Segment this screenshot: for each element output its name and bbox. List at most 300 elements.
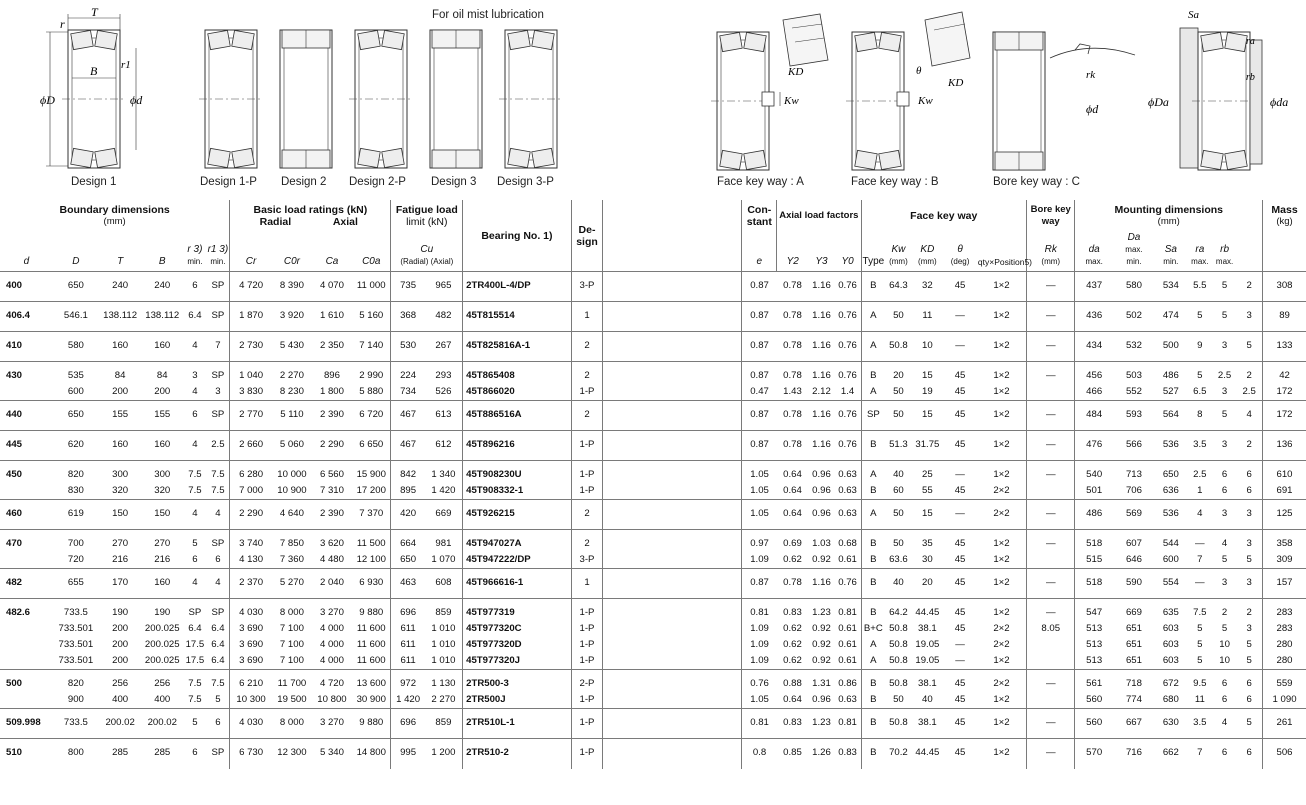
cell-value: — [1045,310,1056,321]
cell [777,500,809,530]
cell-value: 1-P [579,694,595,705]
cell [885,302,911,332]
blank-cell [603,530,742,569]
blank-cell [603,500,742,530]
cell-value: 1-P [579,747,595,758]
cell [207,431,230,461]
cell-value: 1.23 [812,717,831,728]
cell-value: 150 [154,508,171,519]
cell-value: 1.09 [750,554,769,565]
cell-value: 138.112 [103,310,138,321]
hdr-constant: Con- stant [742,200,777,232]
cell-value: 285 [154,747,171,758]
cell [391,431,425,461]
cell-value: 4 [1221,538,1228,549]
cell-value: 4 [1221,717,1228,728]
cell-value: 3 [192,370,198,381]
cell [1236,569,1262,599]
col-rk: Rk (mm) [1027,232,1075,272]
cell-value: 6.4 [211,639,225,650]
cell [141,569,183,599]
cell-value: 1-P [579,623,595,634]
cell-value: 896 [323,370,340,381]
cell-value: 11 [922,310,933,321]
cell-value: 136 [1276,439,1293,450]
cell-value: 7 370 [359,508,384,519]
cell [861,670,885,709]
cell-value: 569 [1125,508,1142,519]
cell-value: 1-P [579,485,595,496]
cell-value: 50 [893,409,904,420]
cell [183,569,206,599]
cell-value: 4 000 [319,655,344,666]
cell-value: 0.78 [783,577,802,588]
cell-value: 3 690 [239,655,264,666]
cell-value: — [955,340,965,351]
cell-value: 820 [67,678,84,689]
cell [777,670,809,709]
cell [1113,431,1155,461]
cell-value: 17.5 [185,655,205,666]
col-C0r: C0r [283,256,300,267]
cell [141,362,183,401]
cell [312,530,352,569]
cell [1027,569,1075,599]
cell-value: 155 [112,409,129,420]
cell-value: 506 [1276,747,1293,758]
cell-value: 8 [1197,409,1203,420]
cell [99,670,141,709]
cell [272,332,312,362]
cell [1187,500,1213,530]
bearing-design-drawings [0,0,1306,200]
cell [183,530,206,569]
cell [571,569,603,599]
cell-value: 842 [400,469,417,480]
cell-value: 45T977320J [466,655,521,666]
cell-value: 0.76 [838,310,857,321]
cell [1075,599,1113,670]
cell-value: 2 290 [239,508,264,519]
cell [391,332,425,362]
cell [183,461,206,500]
cell-value: 160 [154,340,171,351]
col-rb: rb max. [1215,244,1234,266]
cell-value: 63.6 [889,554,908,565]
cell-value: 502 [1125,310,1142,321]
cell [912,530,944,569]
cell-value: B [870,678,877,689]
cell [571,500,603,530]
cell [977,332,1027,362]
cell-value: 7 [1197,747,1203,758]
cell-value: 133 [1276,340,1293,351]
cell-value: 536 [1162,508,1179,519]
cell-value: 6 [192,747,198,758]
cell [977,569,1027,599]
cell-value: — [1045,370,1056,381]
cell-value: 10 000 [277,469,307,480]
cell-value: 1×2 [993,386,1010,397]
cell [943,332,977,362]
cell-value: 1.4 [840,386,855,397]
cell-value: 70.2 [889,747,908,758]
cell [742,670,777,709]
cell [391,500,425,530]
col-r1: r1 3) min. [207,244,229,266]
cell-value: 7 100 [279,655,304,666]
cell-value: 600 [1162,554,1179,565]
cell [861,401,885,431]
cell-value: 5 160 [359,310,384,321]
cell-value: 570 [1086,747,1103,758]
cell-value: 1 010 [431,655,456,666]
cell [99,461,141,500]
cell [835,362,861,401]
cell-value: 1.31 [812,678,831,689]
cell [141,709,183,739]
col-kd: KD (mm) [918,244,937,266]
cell [912,401,944,431]
cell [777,709,809,739]
cell-value: 256 [154,678,171,689]
cell [230,569,272,599]
cell [230,401,272,431]
cell-value: 172 [1276,409,1293,420]
cell-value: 0.63 [838,469,857,480]
col-r: r 3) min. [187,244,203,266]
bore-diameter: 460 [0,500,53,530]
table-row [0,500,1306,530]
cell [808,272,834,302]
cell-value: 4 720 [319,678,344,689]
cell [1155,461,1187,500]
col-T: T [117,256,124,267]
cell [571,739,603,769]
cell-value: 0.87 [750,409,769,420]
blank-cell [603,401,742,431]
cell-value: 2 730 [239,340,264,351]
cell-value: 611 [400,639,416,650]
cell [742,431,777,461]
cell-value: 125 [1276,508,1293,519]
cell [977,530,1027,569]
cell-value: 1-P [579,386,595,397]
cell-value: 0.62 [783,623,802,634]
cell-value: 1 420 [396,694,421,705]
cell-value: 552 [1125,386,1142,397]
cell-value: 696 [400,717,417,728]
cell-value: 45 [954,439,966,450]
cell-value: 651 [1125,623,1142,634]
cell-value: 1-P [579,607,595,618]
cell-value: 2.5 [211,439,225,450]
cell [183,670,206,709]
cell-value: 4 [1197,508,1203,519]
cell-value: B [870,538,877,549]
cell [861,332,885,362]
cell-value: 3 620 [319,538,344,549]
cell-value: — [955,655,965,666]
cell [1027,401,1075,431]
cell-value: 7 850 [279,538,304,549]
cell-value: 42 [1279,370,1290,381]
cell-value: 19 [922,386,933,397]
blank-cell [603,332,742,362]
cell-value: 735 [400,280,417,291]
cell-value: 2 370 [239,577,264,588]
cell-value: 607 [1125,538,1142,549]
cell-value: 320 [112,485,129,496]
cell [230,670,272,709]
cell-value: 526 [435,386,452,397]
bore-diameter: 430 [0,362,53,401]
cell [207,599,230,670]
cell-value: 320 [154,485,171,496]
cell [1263,362,1306,401]
cell [425,431,463,461]
cell [272,670,312,709]
cell [912,739,944,769]
cell-value: 6 [192,280,198,291]
cell-value: 5 [1221,280,1228,291]
cell-value: 0.83 [783,607,802,618]
cell-value: 0.76 [838,280,857,291]
cell-value: 1.03 [812,538,831,549]
cell [912,569,944,599]
cell [1113,500,1155,530]
cell-value: 0.76 [838,577,857,588]
cell [571,401,603,431]
cell [425,500,463,530]
cell-value: 5 [1246,340,1252,351]
cell-value: 400 [112,694,129,705]
cell [425,739,463,769]
cell-value: 1 [584,310,590,321]
bore-diameter: 509.998 [0,709,53,739]
cell [912,332,944,362]
cell [183,709,206,739]
cell [1075,569,1113,599]
cell [141,599,183,670]
cell [1155,530,1187,569]
cell [943,530,977,569]
cell-value: 256 [112,678,129,689]
cell [943,569,977,599]
cell-value: 6 [1221,694,1228,705]
cell-value: 5 [1221,409,1228,420]
cell-value: 2 350 [319,340,344,351]
cell [1155,362,1187,401]
cell-value: 1 420 [431,485,456,496]
cell [1187,739,1213,769]
cell-value: 50 [893,310,904,321]
cell-value: 19 500 [277,694,307,705]
cell [1075,362,1113,401]
cell-value: 14 800 [356,747,386,758]
cell [777,272,809,302]
cell-value: 1×2 [993,717,1010,728]
cell-value: 285 [112,747,129,758]
cell-value: 5 [215,694,221,705]
cell [207,569,230,599]
cell [742,362,777,401]
cell-value: 38.1 [918,623,937,634]
cell-value: 1-P [579,655,595,666]
bore-diameter: 440 [0,401,53,431]
cell [207,362,230,401]
cell-value: 3 [215,386,221,397]
cell [53,272,99,302]
cell-value: 1×2 [993,370,1010,381]
cell-value: 267 [435,340,452,351]
cell-value: 1 [1197,485,1203,496]
cell [230,739,272,769]
cell-value: 1×2 [993,554,1010,565]
cell [183,431,206,461]
cell-value: 4 [192,386,198,397]
cell-value: 40 [893,577,904,588]
cell-value: 45T947222/DP [466,554,531,565]
cell [742,739,777,769]
cell [742,569,777,599]
cell-value: 650 [400,554,417,565]
cell-value: — [1045,717,1056,728]
cell [885,739,911,769]
cell-value: 60 [893,485,904,496]
cell-value: 32 [922,280,933,291]
cell [272,431,312,461]
cell-value: 45T825816A-1 [466,340,531,351]
cell [777,739,809,769]
col-D: D [72,256,80,267]
cell [861,599,885,670]
cell-value: 261 [1276,717,1293,728]
cell-value: 5 [1246,655,1252,666]
cell-value: 734 [400,386,417,397]
cell-value: 170 [112,577,129,588]
cell-value: 6 930 [359,577,384,588]
cell-value: 534 [1162,280,1179,291]
cell-value: 651 [1125,655,1142,666]
cell [977,500,1027,530]
bore-diameter: 482 [0,569,53,599]
cell [1027,709,1075,739]
svg-text:ϕD: ϕD [40,93,55,107]
cell-value: — [955,639,965,650]
cell-value: 0.92 [812,554,831,565]
cell-value: 467 [400,439,417,450]
cell-value: 280 [1276,655,1293,666]
cell [1236,401,1262,431]
col-d: d [23,256,30,267]
cell-value: 7 [1197,554,1203,565]
cell-value: 12 100 [356,554,386,565]
table-row [0,362,1306,401]
cell-value: 2.5 [1217,370,1232,381]
cell-value: 434 [1086,340,1103,351]
cell-value: 603 [1162,655,1179,666]
cell-value: 160 [112,340,129,351]
cell [977,362,1027,401]
cell [1263,332,1306,362]
cell [1075,709,1113,739]
cell [1075,431,1113,461]
cell [1213,302,1236,332]
cell-value: 4 000 [319,623,344,634]
cell [272,569,312,599]
cell-value: 5 [1197,639,1203,650]
svg-text:ϕDa: ϕDa [1148,95,1169,109]
cell-value: 564 [1162,409,1179,420]
cell [425,362,463,401]
cell-value: 4 130 [239,554,264,565]
cell-value: 3 [1246,538,1252,549]
cell [1075,670,1113,709]
cell-value: 2×2 [993,678,1010,689]
cell-value: B+C [863,623,883,634]
cell-value: 532 [1125,340,1142,351]
hdr-bearing-no: Bearing No. 1) [463,200,572,272]
cell [1236,431,1262,461]
cell-value: 774 [1125,694,1142,705]
cell-value: 0.81 [838,607,857,618]
col-mass [1263,232,1306,272]
cell [1236,302,1262,332]
cell-value: 0.78 [783,439,802,450]
cell [1113,670,1155,709]
cell [272,302,312,332]
cell [1027,530,1075,569]
cell-value: 2.5 [1193,469,1207,480]
cell-value: 0.96 [812,508,831,519]
cell [1113,332,1155,362]
col-blank2 [1236,232,1262,272]
caption-design-3p: Design 3-P [497,176,554,188]
cell-value: 4 [192,577,198,588]
cell [1027,272,1075,302]
cell-value: 664 [400,538,417,549]
cell [861,362,885,401]
cell [861,461,885,500]
cell [230,362,272,401]
cell [861,500,885,530]
cell-value: 1×2 [993,280,1010,291]
cell-value: 40 [893,469,904,480]
cell-value: SP [211,280,225,291]
cell [141,461,183,500]
cell [230,461,272,500]
cell [777,431,809,461]
cell-value: 8.05 [1041,623,1061,634]
cell [912,431,944,461]
bore-diameter: 510 [0,739,53,769]
cell-value: 44.45 [915,747,940,758]
cell-value: 7.5 [188,485,202,496]
cell-value: 859 [435,607,452,618]
cell-value: 2 770 [239,409,264,420]
cell-value: 6 720 [359,409,384,420]
caption-design-2: Design 2 [281,176,327,188]
cell-value: 6 [215,554,221,565]
cell-value: 15 [922,508,933,519]
cell-value: 200.025 [144,623,180,634]
cell [808,461,834,500]
table-body [0,272,1306,769]
cell [1027,431,1075,461]
cell [742,500,777,530]
cell-value: 560 [1086,694,1103,705]
